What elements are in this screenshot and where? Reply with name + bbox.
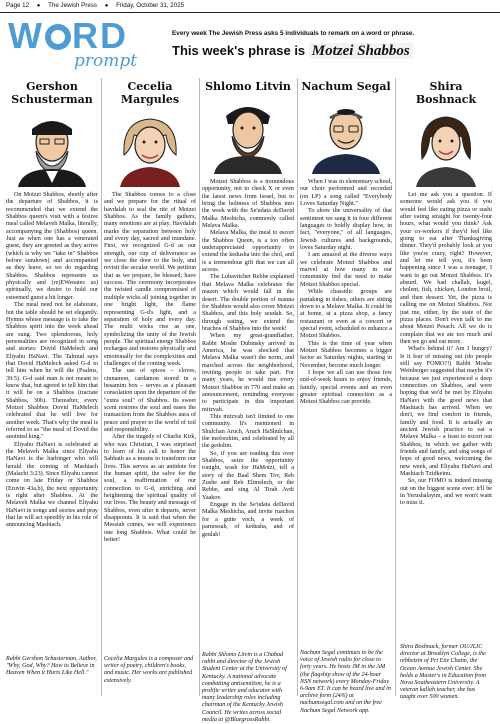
column-divider xyxy=(101,78,102,696)
paragraph: Let me ask you a question. If someone would ask you if you would feel like eating pizza or sushi after eating straight for twenty-four hours, what would you think? Ask your co-workers if they'd feel like going to eat after Thanksgiving dinner. They'd probably look at you like you're crazy, right? However, and let me tell you, it's been happening since I was a teenager, I want to go out Motzei Shabbos. It's absurd. We had challah, kugel, cholent, fish, chicken, London broil, and then dessert. Yet, the pizza is calling me on Motzei Shabbos. Not just me, either, by the state of the pizza places. Don't even talk to me about Motzei Pesach. All we do is complain that we ate too much and then we go and eat more. xyxy=(400,192,492,345)
contributor-name: Shlomo Litvin xyxy=(205,80,291,93)
weekly-phrase xyxy=(172,43,413,59)
paragraph: Melava Malka, the meal to escort the Shabbos Queen, is a too often underappreciated opportunity to extend the kedusha into the chol, and is a tremendous gift that we can all access. xyxy=(202,230,294,274)
contributor-portrait xyxy=(404,109,488,187)
contributor-name: Nachum Segal xyxy=(301,80,391,93)
contributor-name: Gershon Schusterman xyxy=(11,80,93,106)
paragraph: The use of spices – cloves, cinnamon, cardamon stored in a besamim box – serves as a pleasant consolation upon the departure of the "extra soul" of Shabbos. Its sweet scent restores the soul and eases the transaction from the Shabbos aura of peace and prayer to the world of toil and responsibility. xyxy=(104,368,196,433)
column-divider xyxy=(199,78,200,696)
contributor-bio: Nachum Segal continues to be the voice of Jewish radio for close to forty years. He hosts JM in the AM (the flagship show of the 24-hour NSN network) every Monday-Friday 6-9am ET. It can be heard live and in archive form (24/6) at nachumsegal.com and on the free Nachum Segal Network app. xyxy=(300,650,391,714)
contributor-column xyxy=(202,80,294,723)
contributor-text xyxy=(104,192,196,545)
contributor-name: Cecelia Margules xyxy=(120,80,180,106)
paragraph: Motzei Shabbos is a tremendous opportunity, not to check X or even the latest news from Israel, but to bring the holiness of Shabbos into the week with the Se'udata deDavid Malka Meshicha, commonly called Melava Malka. xyxy=(202,179,294,230)
issue-date: Friday, October 31, 2025 xyxy=(116,2,185,9)
separator-dot-icon: ● xyxy=(104,3,109,9)
paragraph: This is the time of year when Motzei Shabbos becomes a bigger factor as Saturday nights, starting in November, become much longer. xyxy=(300,340,392,369)
paragraph: This mitzvah isn't limited to one community. It's mentioned in Shulchan Aruch, Aruch HaShulchan, the meforshim, and celebrated by all the gedolim. xyxy=(202,414,294,450)
contributor-text xyxy=(300,179,392,407)
paragraph: I hope we all can use those few end-of-week hours to enjoy friends, family, special events and an even greater spiritual connection as a Motzei Shabbos can provide. xyxy=(300,369,392,406)
paragraph: On Motzei Shabbos, shortly after the departure of Shabbos, it is recommended that we extend the Shabbos queen's visit with a festive meal called Melaveh Malka, literally, accompanying the (Shabbos) queen. Just as when one has a venerated guest, they are greeted as they arrive (which is why we "take in" Shabbos before sundown) and accompanied as they leave, so we do regarding Shabbos. Shabbos represents us physically and (re)EWenates us) spiritually, we desire to hold our esteemed guest a bit longer. xyxy=(6,192,98,301)
word-prompt-logo xyxy=(8,15,148,71)
paragraph: The Lubavitcher Rebbe explained that Melava Malka celebrates the mazen which would fall in the desert. The double portion of manna for Shabbos would also cover Motzei Shabbos, and this holy seudah. So, through eating, we extend the brachos of Shabbos into the week! xyxy=(202,274,294,332)
column-intro: Every week The Jewish Press asks 5 individuals to remark on a word or phrase. xyxy=(172,30,415,37)
contributor-text xyxy=(6,192,98,530)
paragraph: So, our FOMO is indeed missing out on the biggest scene ever; it'll be in Yerushalayim, and we won't want to miss it. xyxy=(400,478,492,507)
contributor-bio: Cecelia Margules is a composer and writer of poetry, children's books, and music. Her works are published extensively. xyxy=(104,656,194,684)
paragraph: To show the universality of that sentiment we sang it in four different languages to boldly display how, in fact, "everyone," of all languages, Jewish cultures and backgrounds, loves Saturday night. xyxy=(300,208,392,252)
paragraph: After the tragedy of Charlie Kirk, who was Christian, I was surprised to learn of his call to honor the Sabbath as a means to transform our lives. This serves as an antidote for the human spirit, the salve for the soul, a reaffirmation of our connection to G-d, enriching and heightening the spiritual quality of our lives. The beauty and message of Shabbos, even after it departs, never disappoints. It is said that when the Messiah comes, we will experience one long Shabbos. What could be better! xyxy=(104,434,196,544)
paragraph: So, if you are reading this over Shabbos, seize the opportunity tonight, wash for HaMotzi, tell a story of the Baal Shem Tov, Reb Zushe and Reb Elimelech, or the Rebbe, and sing Al Tirah Avdi Yaakov. xyxy=(202,450,294,501)
contributor-portrait xyxy=(108,109,192,187)
contributor-column xyxy=(300,80,392,714)
column-divider xyxy=(297,78,298,696)
paragraph: I am amazed at the diverse ways we celebrate Motzei Shabbos and marvel at how many in our community feel the need to make Motzei Shabbos special. xyxy=(300,252,392,288)
paragraph: The meal need not be elaborate, but the table should be set elegantly. Hymns whose message is to take the Shabbos spirit into the week ahead are sung. Two splendorous, holy personalities are recognized in song and stories: Dovid HaMelech and Eliyahu HaNavi. The Talmud says that Dovid HaMelech asked G-d to tell him when he will die (Psalms, 39:5). G-d said man is not meant to know that, but agreed to tell him that it will be on a Shabbos (tractate Shabbos, 30b). Thereafter, every Motzei Shabbos Dovid HaMelech celebrated that he will live for another week. That's why the meal is referred to as "the meal of Dovid the anointed king." xyxy=(6,302,98,441)
contributor-bio: Rabbi Shlomo Litvin is a Chabad rabbi and director of the Jewish Student Center at the University of Kentucky. A national advocate combatting antisemitism, he is a prolific writer and educator with many leadership roles including chairman of the Kentucky Jewish Council. He writes across social media at @BluegrassRabbi. xyxy=(202,652,287,723)
separator-dot-icon: ● xyxy=(36,3,41,9)
contributor-text xyxy=(400,192,492,508)
contributor-name: Shira Boshnack xyxy=(415,80,477,106)
contributor-column xyxy=(104,80,196,684)
weekly-phrase-topic: Motzei Shabbos xyxy=(309,43,413,59)
paragraph: Eliyahu HaNavi is celebrated at the Melaveh Malka since Eliyahu HaNavi is the harbinger who will herald the coming of Mashiach (Malachi 3:23). Since Eliyahu cannot come on late Friday or Shabbos (Eruvin 43a,b), the next opportunity is right after Shabbos. At the Melaveh Malka we channel Eliyahu HaNavi in songs and stories and pray that he will act speedily in his role of announcing Mashiach. xyxy=(6,441,98,529)
page-header xyxy=(0,0,500,13)
contributor-portrait xyxy=(10,109,94,187)
paragraph: When I was in elementary school, our choir performed and recorded (on LP) a song called "Everybody Loves Saturday Night." xyxy=(300,179,392,208)
contributor-portrait xyxy=(304,96,388,174)
paragraph: While chassidic groups are partaking in tishes, others are sitting down to a Melave Malka. It could be at home, at a pizza shop, a fancy restaurant or even at a concert or special event, scheduled to enhance a Motzei Shabbos. xyxy=(300,289,392,340)
column-divider xyxy=(395,78,396,696)
paragraph: The Shabbos comes to a close and we prepare for the ritual of havdalah to seal the rite of Motzei Shabbos. As the family gathers, many emotions are at play. Havdalah marks the separation between holy and every day, sacred and mundane. First, we recognized G-d as our strength, our cup of deliverance as we close the door to the holy, and revisit the secular world. We petition that as we prepare, be blessed; have success. The ceremony incorporates the twisted candle compromised of multiple wicks all joining together in one bright light, the flame representing G-d's light, and a separation of holy and every day. The multi wicks rise as one, symbolizing the unity of the Jewish people. The spiritual energy Shabbos recharges and restores physically and emotionally for the complexities and challenges of the coming week. xyxy=(104,192,196,367)
contributor-text xyxy=(202,179,294,539)
logo-word: W RD xyxy=(8,15,128,56)
logo-prompt: prompt xyxy=(74,51,138,71)
paragraph: What's behind it? Am I hungry? Is it fear of missing out (do people still say FOMO?!) Rabbi Moshe Weinberger suggested that maybe it's because we just experienced a deep connection on Shabbos, and were hoping that we'd be met by Eliyahu HaNavi with the good news that Mashiach has arrived. When we don't, we find comfort in friends, family and food. It is actually an ancient Jewish practice to eat a Melave Malka – a feast to escort out Shabbos, in which we gather with friends and family, and sing songs of hope of good news, welcoming the new week, and Eliyahu HaNavi and Mashiach Tzidkeinu. xyxy=(400,346,492,478)
contributor-portrait xyxy=(206,96,290,174)
contributor-column xyxy=(6,80,98,677)
weekly-phrase-lead: This week's phrase is xyxy=(172,43,306,58)
contributor-column xyxy=(400,80,492,701)
paragraph: Engage in the Se'udata deDavid Malka Meshicha, and invite ruachos for a gutte voch, a week of parnossah, of kedusha, and of geulah! xyxy=(202,502,294,538)
page-number: Page 12 xyxy=(6,2,30,9)
publication-name: The Jewish Press xyxy=(48,2,97,9)
contributor-bio: Rabbi Gershon Schusterman, Author, "Why, God, Why? How to Believe in Heaven When it Hurts Like Hell." xyxy=(6,656,97,677)
contributor-bio: Shira Boshnack, former OU/JLIC director at Brooklyn College, is the rebbetzin of Pri Eitz Chaim, the Ocean Avenue Jewish Center. She holds a Master's in Education from Nova Southeastern University. A veteran kallah teacher, she has taught over 500 women. xyxy=(400,644,486,701)
paragraph: When my great-grandfather, Rabbi Moshe Dubinsky arrived in America, he was shocked that Melava Malka wasn't the norm, and marched across the neighborhood, inviting people to take part. For many years, he would rise every Motzei Shabbos in 770 and make an announcement, reminding everyone to participate in this important mitzvah. xyxy=(202,333,294,413)
